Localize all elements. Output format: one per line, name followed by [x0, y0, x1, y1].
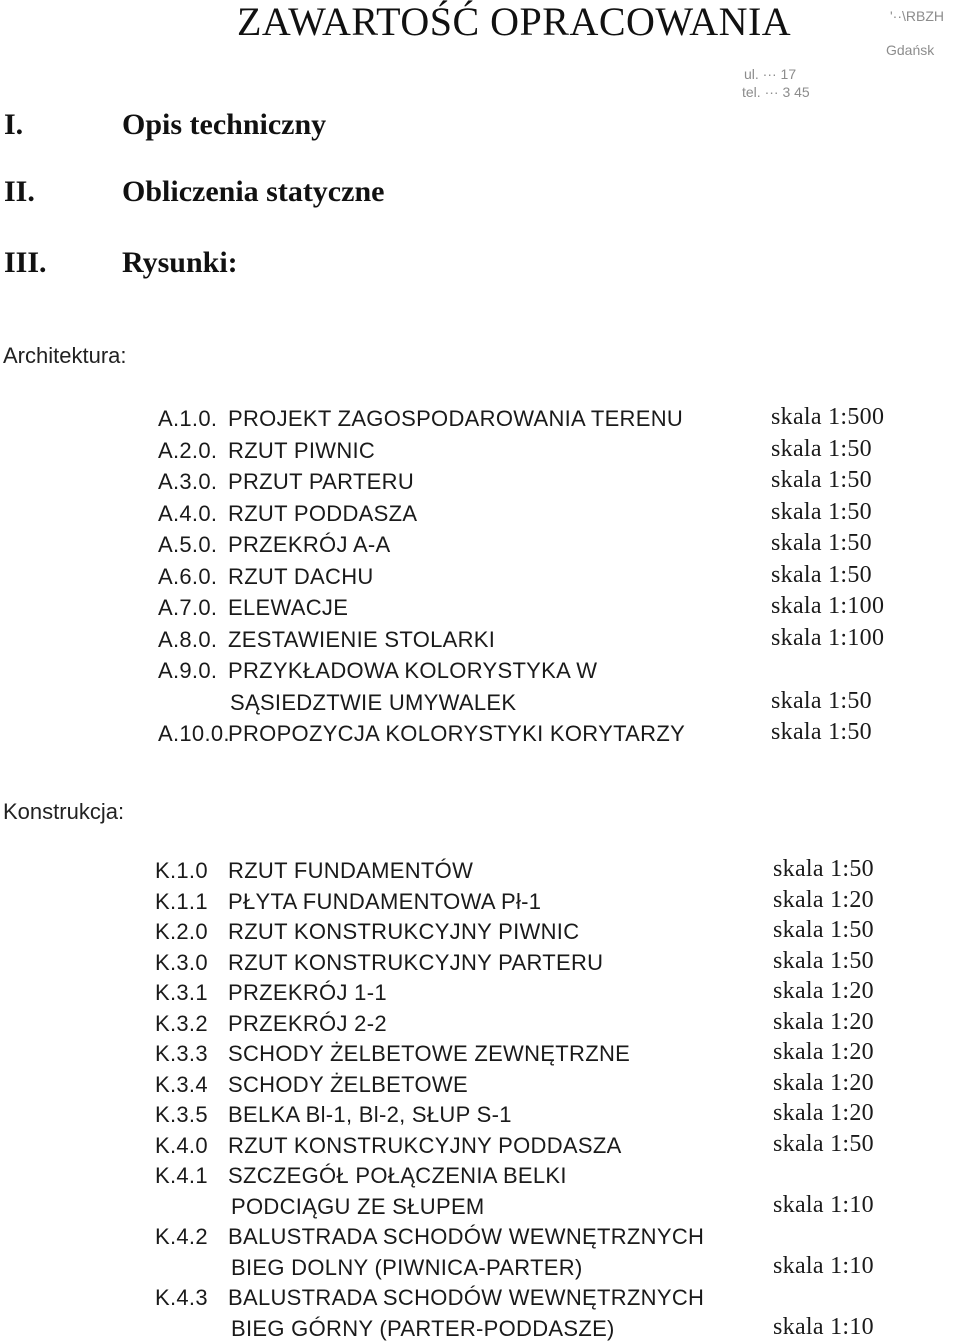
drawing-scale: skala 1:50	[771, 435, 872, 462]
drawing-code: K.3.2	[155, 1010, 208, 1036]
drawing-title: PRZUT PARTERU	[228, 469, 415, 494]
drawing-title-continued: SĄSIEDZTWIE UMYWALEK	[230, 689, 517, 715]
drawing-scale: skala 1:20	[773, 1069, 874, 1096]
drawing-code: A.4.0.	[158, 500, 218, 526]
drawing-scale: skala 1:50	[773, 856, 874, 882]
drawing-title: PRZEKRÓJ 1-1	[228, 980, 387, 1005]
stamp-line-2: ul. ··· 17	[744, 66, 797, 82]
drawing-title: ELEWACJE	[228, 595, 349, 620]
drawing-title: PROPOZYCJA KOLORYSTYKI KORYTARZY	[228, 721, 686, 746]
drawing-scale: skala 1:20	[773, 1100, 874, 1126]
drawing-code: K.4.1	[155, 1163, 208, 1188]
drawing-title: RZUT KONSTRUKCYJNY PARTERU	[228, 949, 604, 975]
drawing-scale: skala 1:50	[773, 917, 874, 943]
section-title: Rysunki:	[122, 246, 238, 279]
drawing-scale: skala 1:10	[773, 1252, 874, 1279]
drawing-title: SCHODY ŻELBETOWE ZEWNĘTRZNE	[228, 1041, 631, 1066]
section-number: I.	[4, 108, 24, 141]
drawing-code: A.1.0.	[158, 406, 218, 431]
drawing-code: A.9.0.	[158, 658, 218, 683]
section-title: Opis techniczny	[122, 108, 327, 141]
drawing-code: K.3.0	[155, 949, 208, 975]
drawing-scale: skala 1:50	[771, 719, 872, 745]
drawing-code: K.1.0	[155, 858, 208, 883]
section-number: III.	[4, 246, 47, 279]
stamp-line-4: Gdańsk	[886, 42, 935, 58]
drawing-title: RZUT DACHU	[228, 563, 374, 589]
drawing-code: A.5.0.	[158, 532, 218, 557]
drawing-title-continued: BIEG GÓRNY (PARTER-PODDASZE)	[231, 1315, 615, 1341]
drawing-title: RZUT PODDASZA	[228, 500, 418, 526]
drawing-code: K.4.2	[155, 1224, 208, 1249]
drawing-title: RZUT FUNDAMENTÓW	[228, 858, 474, 883]
drawing-title: SCHODY ŻELBETOWE	[228, 1071, 468, 1097]
drawing-code: K.3.1	[155, 980, 208, 1005]
drawing-code: K.3.5	[155, 1102, 208, 1127]
drawing-code: A.6.0.	[158, 563, 218, 589]
drawing-scale: skala 1:500	[771, 404, 885, 430]
drawing-code: A.10.0.	[158, 721, 230, 746]
drawing-scale: skala 1:50	[771, 561, 872, 588]
drawing-code: A.3.0.	[158, 469, 218, 494]
drawing-code: K.4.0	[155, 1132, 208, 1158]
drawing-scale: skala 1:50	[771, 530, 872, 556]
drawing-title: RZUT KONSTRUKCYJNY PODDASZA	[228, 1132, 622, 1158]
drawing-title: SZCZEGÓŁ POŁĄCZENIA BELKI	[228, 1163, 567, 1188]
drawing-code: K.3.3	[155, 1041, 208, 1066]
document-title: ZAWARTOŚĆ OPRACOWANIA	[237, 0, 792, 44]
stamp-line-3: tel. ··· 3 45	[742, 84, 810, 100]
drawing-scale: skala 1:20	[773, 1039, 874, 1065]
drawing-title: BELKA Bl-1, Bl-2, SŁUP S-1	[228, 1102, 512, 1127]
drawing-title: PRZEKRÓJ 2-2	[228, 1010, 387, 1036]
section-number: II.	[4, 175, 35, 208]
drawing-code: A.2.0.	[158, 437, 218, 463]
drawing-scale: skala 1:50	[773, 947, 874, 974]
drawing-scale: skala 1:100	[771, 593, 885, 619]
drawing-scale: skala 1:20	[773, 1008, 874, 1035]
architecture-label: Architektura:	[3, 343, 127, 368]
drawing-scale: skala 1:50	[771, 498, 872, 525]
drawing-scale: skala 1:20	[773, 886, 874, 913]
drawing-code: K.1.1	[155, 888, 208, 914]
drawing-scale: skala 1:10	[773, 1191, 874, 1218]
stamp-line-1: '··\RBZH	[890, 8, 944, 24]
drawing-code: A.8.0.	[158, 626, 218, 652]
drawing-scale: skala 1:20	[773, 978, 874, 1004]
drawing-scale: skala 1:50	[771, 687, 872, 714]
drawing-scale: skala 1:50	[773, 1130, 874, 1157]
drawing-code: K.2.0	[155, 919, 208, 944]
drawing-scale: skala 1:50	[771, 467, 872, 493]
drawing-title: RZUT PIWNIC	[228, 437, 376, 463]
drawing-code: K.4.3	[155, 1285, 208, 1310]
drawing-title: BALUSTRADA SCHODÓW WEWNĘTRZNYCH	[228, 1285, 705, 1310]
company-stamp	[742, 2, 960, 102]
drawing-title: PŁYTA FUNDAMENTOWA Pł-1	[228, 888, 542, 914]
drawing-title: RZUT KONSTRUKCYJNY PIWNIC	[228, 919, 580, 944]
drawing-code: K.3.4	[155, 1071, 208, 1097]
drawing-title: BALUSTRADA SCHODÓW WEWNĘTRZNYCH	[228, 1224, 705, 1249]
drawing-title: ZESTAWIENIE STOLARKI	[228, 626, 496, 652]
drawing-title: PRZYKŁADOWA KOLORYSTYKA W	[228, 658, 598, 683]
construction-label: Konstrukcja:	[3, 799, 125, 824]
drawing-code: A.7.0.	[158, 595, 218, 620]
drawing-scale: skala 1:10	[773, 1313, 874, 1340]
drawing-title-continued: PODCIĄGU ZE SŁUPEM	[231, 1193, 485, 1219]
drawing-title: PROJEKT ZAGOSPODAROWANIA TERENU	[228, 406, 684, 431]
drawing-title: PRZEKRÓJ A-A	[228, 532, 391, 557]
drawing-scale: skala 1:100	[771, 624, 885, 651]
drawing-title-continued: BIEG DOLNY (PIWNICA-PARTER)	[231, 1254, 583, 1280]
section-title: Obliczenia statyczne	[122, 175, 385, 208]
